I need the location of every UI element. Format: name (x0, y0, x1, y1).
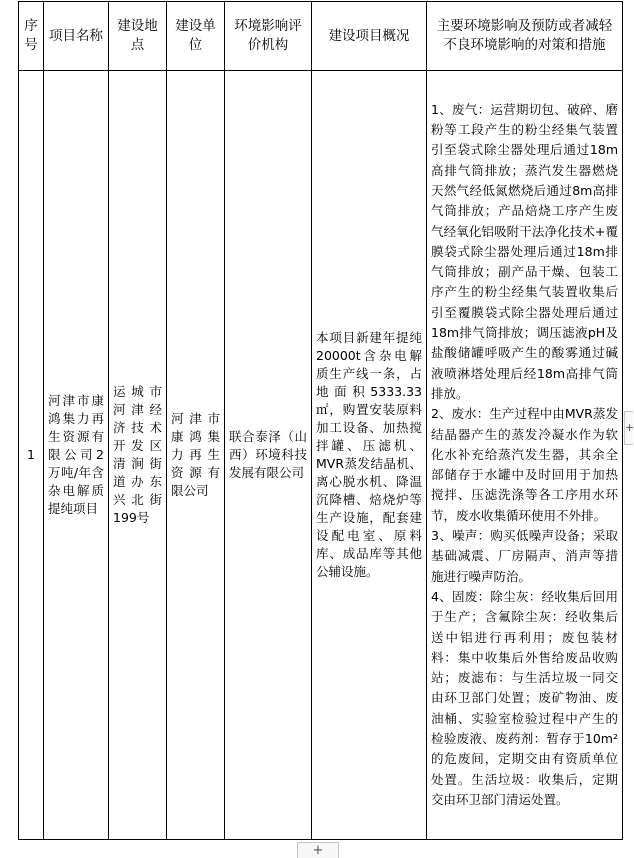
cell-project-name: 河津市康鸿集力再生资源有限公司2万吨/年含杂电解质提纯项目 (44, 71, 109, 840)
header-measures: 主要环境影响及预防或者减轻不良环境影响的对策和措施 (427, 2, 623, 71)
measure-noise: 3、噪声：购买低噪声设备；采取基础减震、厂房隔声、消声等措施进行噪声防治。 (431, 528, 618, 584)
project-table (18, 1, 623, 840)
header-builder: 建设单位 (167, 2, 225, 71)
add-row-button[interactable]: + (297, 842, 339, 858)
table-row (19, 71, 623, 840)
cell-measures (427, 71, 623, 840)
table-header-row (19, 2, 623, 71)
cell-builder: 河津市康鸿集力再生资源有限公司 (167, 71, 225, 840)
measure-exhaust-gas: 1、废气：运营期切包、破碎、磨粉等工段产生的粉尘经集气装置引至袋式除尘器处理后通过18m高排气筒排放；蒸汽发生器燃烧天然气经低氮燃烧后通过8m高排气筒排放；产品焙烧工序产生废气经氧化铝吸附干法净化技术+覆膜袋式除尘器处理后通过18m排气筒排放；副产品干燥、包装工序产生的粉尘经集气装置收集后引至覆膜袋式除尘器处理后通过18m排气筒排放；调压滤液pH及盐酸储罐呼吸产生的酸雾通过碱液喷淋塔处理后经18m高排气筒排放。 (431, 101, 618, 401)
measure-wastewater: 2、废水：生产过程中由MVR蒸发结晶器产生的蒸发冷凝水作为软化水补充给蒸汽发生器，其余全部储存于水罐中及时回用于加热搅拌、压滤洗涤等各工序用水环节，废水收集循环使用不外排。 (431, 406, 618, 523)
header-project-name: 项目名称 (44, 2, 109, 71)
measure-solid-waste: 4、固废：除尘灰：经收集后回用于生产；含氟除尘灰：经收集后送中铝进行再利用；废包装材料：集中收集后外售给废品收购站；废滤布：与生活垃圾一同交由环卫部门处置；废矿物油、废油桶、实验室检验过程中产生的检验废液、废药剂：暂存于10m²的危废间，定期交由有资质单位处置。生活垃圾：收集后，定期交由环卫部门清运处置。 (431, 588, 618, 807)
cell-location: 运城市河津经济技术开发区清涧街道办东兴北街199号 (109, 71, 167, 840)
add-column-handle[interactable]: + (624, 411, 633, 445)
cell-overview: 本项目新建年提纯20000t含杂电解质生产线一条，占地面积5333.33㎡，购置安装原料加工设备、加热搅拌罐、压滤机、MVR蒸发结晶机、离心脱水机、降温沉降槽、焙烧炉等生产设施，配套建设配电室、原料库、成品库等其他公辅设施。 (312, 71, 427, 840)
header-overview: 建设项目概况 (312, 2, 427, 71)
cell-serial-number: 1 (19, 71, 44, 840)
header-serial-number: 序号 (19, 2, 44, 71)
cell-eia-agency: 联合泰泽（山西）环境科技发展有限公司 (225, 71, 312, 840)
header-location: 建设地点 (109, 2, 167, 71)
header-eia-agency: 环境影响评价机构 (225, 2, 312, 71)
